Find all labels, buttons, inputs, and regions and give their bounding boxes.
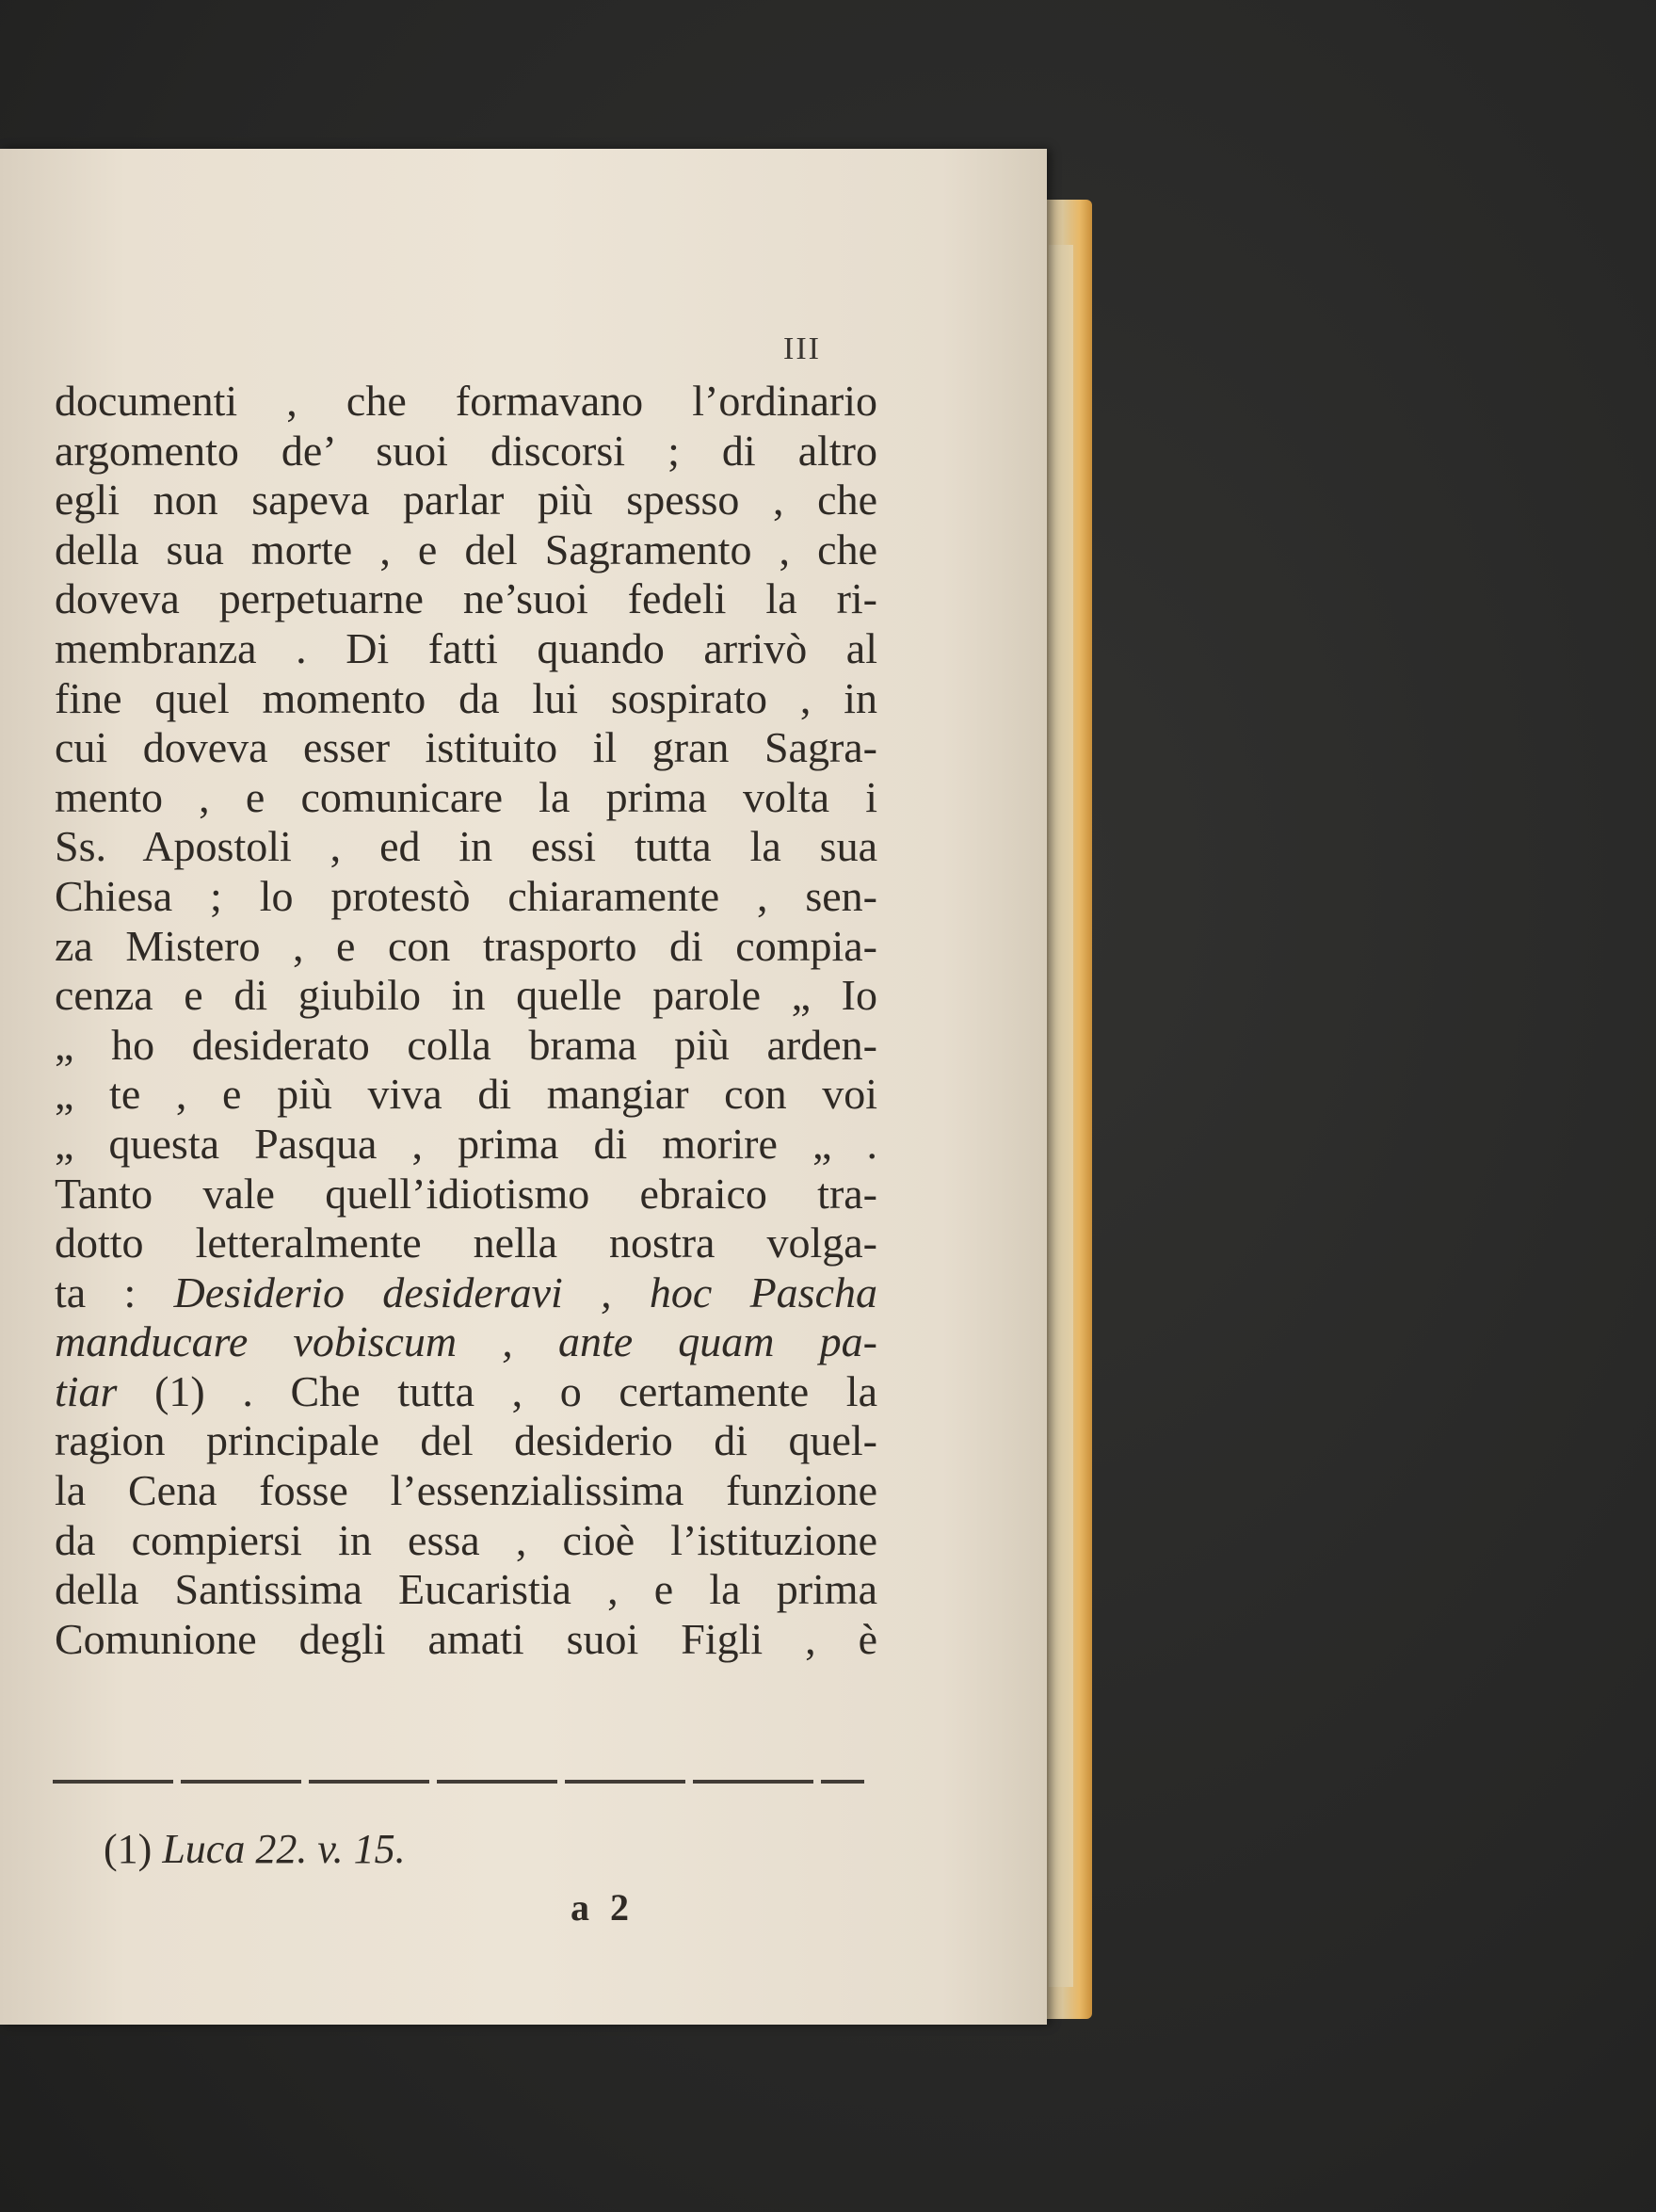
page-number: III — [783, 331, 821, 366]
footnote-mark: (1) — [104, 1826, 163, 1872]
text-line: argomento de’ suoi discorsi ; di altro — [55, 426, 877, 475]
text-line: Chiesa ; lo protestò chiaramente , sen- — [55, 871, 877, 920]
text-italic: Desiderio desideravi , hoc Pascha — [173, 1267, 877, 1316]
text-line: fine quel momento da lui sospirato , in — [55, 673, 877, 722]
text-line: dotto letteralmente nella nostra volga- — [55, 1219, 877, 1267]
text-line: „ ho desiderato colla brama più arden- — [55, 1020, 877, 1069]
text-line: za Mistero , e con trasporto di compia- — [55, 921, 877, 970]
signature-mark: a 2 — [571, 1886, 635, 1929]
text-line: Comunione degli amati suoi Figli , è — [55, 1614, 877, 1663]
text-line: documenti , che formavano l’ordinario — [55, 377, 877, 425]
text-line-mixed — [55, 1367, 877, 1417]
text-line: della sua morte , e del Sagramento , che — [55, 525, 877, 573]
footnote — [104, 1825, 406, 1873]
text-line: da compiersi in essa , cioè l’istituzione — [55, 1515, 877, 1564]
text-italic: tiar — [55, 1366, 118, 1415]
text-line: egli non sapeva parlar più spesso , che — [55, 476, 877, 525]
text-line: mento , e comunicare la prima volta i — [55, 772, 877, 821]
text-line: la Cena fosse l’essenzialissima funzione — [55, 1466, 877, 1515]
footnote-source: Luca 22. v. 15. — [162, 1826, 406, 1872]
text-roman: ta : — [55, 1267, 174, 1316]
text-line: ragion principale del desiderio di quel- — [55, 1416, 877, 1465]
text-line: membranza . Di fatti quando arrivò al — [55, 623, 877, 672]
book-page-edges-inner — [1049, 245, 1073, 1987]
text-line-mixed — [55, 1268, 877, 1318]
text-line: „ questa Pasqua , prima di morire „ . — [55, 1119, 877, 1168]
text-line: Ss. Apostoli , ed in essi tutta la sua — [55, 822, 877, 871]
text-line: Tanto vale quell’idiotismo ebraico tra- — [55, 1169, 877, 1218]
text-line: cui doveva esser istituito il gran Sagra- — [55, 723, 877, 772]
text-line: cenza e di giubilo in quelle parole „ Io — [55, 971, 877, 1020]
text-line: „ te , e più viva di mangiar con voi — [55, 1070, 877, 1119]
body-text — [55, 377, 877, 1664]
text-line: della Santissima Eucaristia , e la prima — [55, 1565, 877, 1614]
text-line-italic: manducare vobiscum , ante quam pa- — [55, 1317, 877, 1366]
text-roman: (1) . Che tutta , o certamente la — [117, 1366, 877, 1415]
footnote-rule — [53, 1780, 864, 1784]
text-line: doveva perpetuarne ne’suoi fedeli la ri- — [55, 574, 877, 623]
